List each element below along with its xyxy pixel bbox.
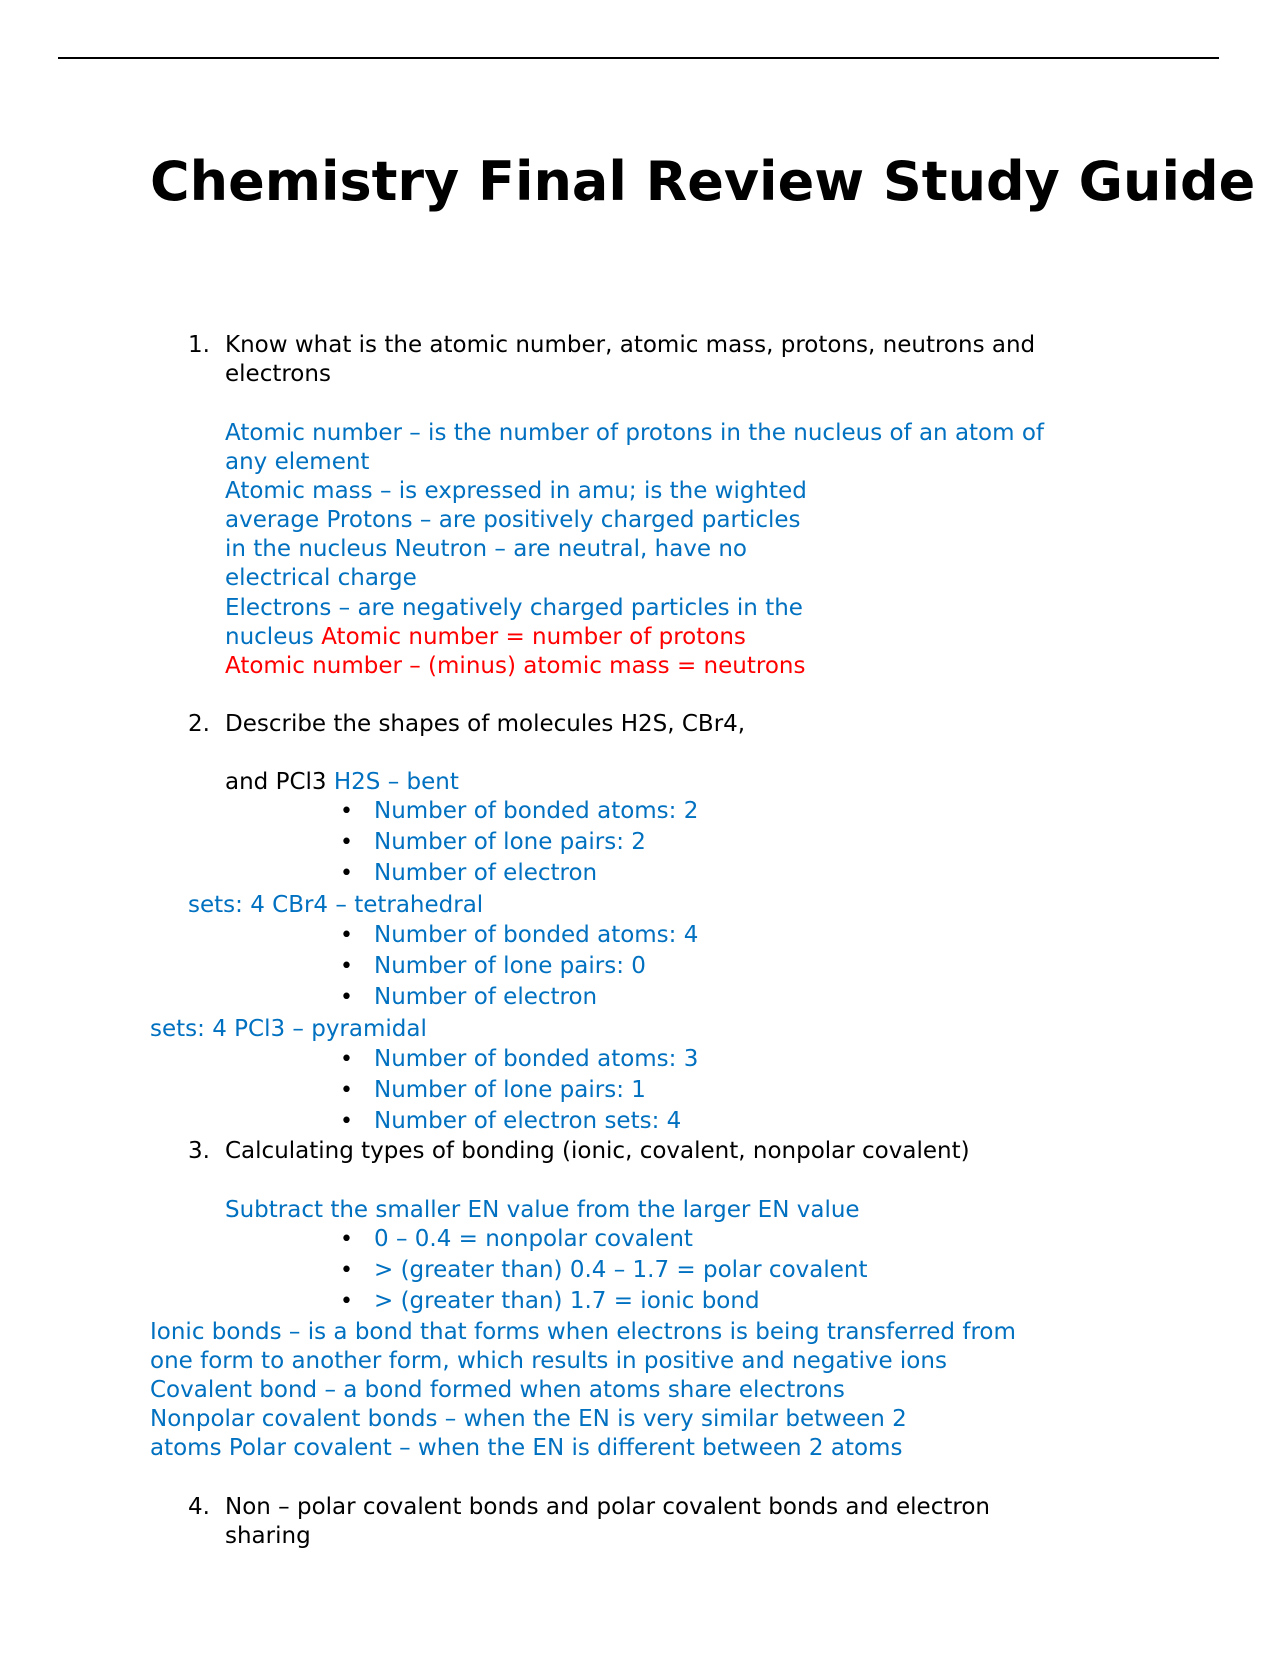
q2-h2s-shape: H2S – bent bbox=[333, 769, 459, 795]
list-item: Number of lone pairs: 2 bbox=[374, 829, 646, 855]
q2-text-pcl3: and PCl3 bbox=[225, 769, 327, 795]
q3-para-line2: one form to another form, which results in positive and negative ions bbox=[150, 1348, 947, 1374]
list-item: Number of electron bbox=[374, 860, 598, 886]
q1-answer-line6: electrical charge bbox=[225, 565, 417, 591]
list-item: Number of lone pairs: 1 bbox=[374, 1077, 646, 1103]
q2-text-line1: Describe the shapes of molecules H2S, CBr4, bbox=[225, 711, 746, 737]
bullet: • bbox=[340, 1227, 353, 1252]
list-item: Number of bonded atoms: 3 bbox=[374, 1046, 699, 1072]
bullet: • bbox=[340, 830, 353, 855]
header-rule bbox=[58, 57, 1219, 59]
q1-text-line1: Know what is the atomic number, atomic mass, protons, neutrons and bbox=[225, 332, 1036, 358]
q1-answer-line7: Electrons – are negatively charged particles in the bbox=[225, 595, 803, 621]
q3-para-line5: atoms Polar covalent – when the EN is different between 2 atoms bbox=[150, 1435, 903, 1461]
list-item: Number of bonded atoms: 4 bbox=[374, 922, 699, 948]
q2-cbr4-shape: sets: 4 CBr4 – tetrahedral bbox=[188, 892, 484, 918]
q1-answer-nucleus: nucleus bbox=[225, 624, 314, 650]
list-item: > (greater than) 1.7 = ionic bond bbox=[374, 1288, 760, 1314]
bullet: • bbox=[340, 1078, 353, 1103]
bullet: • bbox=[340, 861, 353, 886]
list-item: 0 – 0.4 = nonpolar covalent bbox=[374, 1226, 693, 1252]
q4-text-line1: Non – polar covalent bonds and polar covalent bonds and electron bbox=[225, 1494, 990, 1520]
list-item: Number of lone pairs: 0 bbox=[374, 953, 646, 979]
q2-pcl3-shape: sets: 4 PCl3 – pyramidal bbox=[150, 1016, 427, 1042]
bullet: • bbox=[340, 1258, 353, 1283]
bullet: • bbox=[340, 954, 353, 979]
q2-number: 2. bbox=[188, 711, 210, 737]
q3-subtract-instruction: Subtract the smaller EN value from the larger EN value bbox=[225, 1197, 860, 1223]
q1-rule-atomic-number: Atomic number = number of protons bbox=[321, 624, 746, 650]
q1-number: 1. bbox=[188, 332, 210, 358]
q1-answer-line4: average Protons – are positively charged particles bbox=[225, 507, 801, 533]
bullet: • bbox=[340, 985, 353, 1010]
q3-para-line3: Covalent bond – a bond formed when atoms share electrons bbox=[150, 1377, 845, 1403]
list-item: > (greater than) 0.4 – 1.7 = polar covalent bbox=[374, 1257, 868, 1283]
q1-answer-line1: Atomic number – is the number of protons in the nucleus of an atom of bbox=[225, 420, 1045, 446]
page-title: Chemistry Final Review Study Guide bbox=[150, 150, 1256, 213]
q3-para-line4: Nonpolar covalent bonds – when the EN is very similar between 2 bbox=[150, 1406, 907, 1432]
q3-para-line1: Ionic bonds – is a bond that forms when electrons is being transferred from bbox=[150, 1319, 1016, 1345]
bullet: • bbox=[340, 923, 353, 948]
q4-text-line2: sharing bbox=[225, 1523, 311, 1549]
list-item: Number of electron sets: 4 bbox=[374, 1108, 682, 1134]
list-item: Number of bonded atoms: 2 bbox=[374, 798, 699, 824]
q1-text-line2: electrons bbox=[225, 361, 331, 387]
q1-answer-line5: in the nucleus Neutron – are neutral, have no bbox=[225, 536, 748, 562]
bullet: • bbox=[340, 1289, 353, 1314]
q1-answer-line3: Atomic mass – is expressed in amu; is the wighted bbox=[225, 478, 807, 504]
q3-number: 3. bbox=[188, 1138, 210, 1164]
q3-text-line1: Calculating types of bonding (ionic, covalent, nonpolar covalent) bbox=[225, 1138, 970, 1164]
list-item: Number of electron bbox=[374, 984, 598, 1010]
q1-answer-line8 bbox=[225, 623, 746, 652]
q1-answer-line2: any element bbox=[225, 449, 370, 475]
bullet: • bbox=[340, 799, 353, 824]
q2-text-line2 bbox=[225, 768, 459, 797]
q4-number: 4. bbox=[188, 1494, 210, 1520]
bullet: • bbox=[340, 1109, 353, 1134]
q1-rule-neutrons: Atomic number – (minus) atomic mass = neutrons bbox=[225, 653, 806, 679]
bullet: • bbox=[340, 1047, 353, 1072]
